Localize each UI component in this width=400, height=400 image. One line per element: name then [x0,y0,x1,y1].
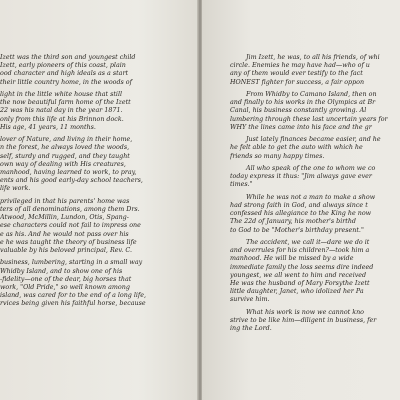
text-line: their little country home, in the woods of [0,78,132,86]
text-line: Izett was the third son and youngest child [0,54,136,61]
text-line: ese characters could not fail to impress one [0,222,141,230]
text-line: ood character and high ideals as a start [0,70,129,78]
text-line: times." [230,181,253,189]
text-line: The accident, we call it—dare we do it [246,239,370,246]
text-line: business, lumbering, starting in a small way [0,259,143,267]
text-line: youngest, we all went to him and received [230,271,367,279]
right-page-paragraph [230,309,396,334]
text-line: Canal, his business constantly growing. Al [230,107,367,115]
text-line: All who speak of the one to whom we co [246,165,376,172]
text-line: immediate family the loss seems dire indeed [230,263,374,271]
text-line: any of them would ever testify to the fact [230,70,363,78]
text-line: today express it thus: "Jim always gave ever [230,173,372,181]
text-line: Atwood, McMillin, Lundon, Otis, Spang- [0,214,129,222]
text-line: n the forest, he always loved the woods, [0,144,130,152]
right-page-paragraph [230,165,396,190]
text-line: self, sturdy and rugged, and they taught [0,152,130,160]
text-line: confessed his allegiance to the King he now [230,210,372,218]
left-page-paragraph [0,136,186,193]
text-line: little daughter, Janet, who idolized her Pa [230,288,364,296]
text-line: ters of all denominations, among them Drs. [0,206,140,214]
text-line: he felt able to get the auto with which he [230,144,363,152]
text-line: survive him. [230,296,270,304]
text-line: privileged in that his parents' home was [0,197,130,205]
text-line: Izett, early pioneers of this coast, plain [0,62,126,70]
text-line: What his work is now we cannot kno [246,308,364,316]
text-line: 22 was his natal day in the year 1871. [0,107,123,115]
text-line: e he was taught the theory of business life [0,238,137,246]
text-line: the now beautiful farm home of the Izett [0,99,131,107]
text-line: Jim Izett, he was, to all his friends, of whi [246,54,380,61]
left-page-paragraph [0,54,186,87]
right-page [202,0,400,400]
text-line: rvices being given his faithful horse, because [0,300,146,308]
text-line: manhood, having learned to work, to pray, [0,169,137,177]
right-page-paragraph [230,54,396,87]
left-page-text [0,54,186,313]
text-line: The 22d of January, his mother's birthd [230,218,356,226]
right-page-paragraph [230,136,396,161]
text-line: He was the husband of Mary Forsythe Izett [230,280,370,288]
text-line: WHY the lines came into his face and the gr [230,123,372,131]
text-line: strive to be like him—diligent in business, fer [230,317,377,325]
right-page-paragraph [230,239,396,305]
text-line: to God to be "Mother's birthday present." [230,226,364,234]
text-line: only from this life at his Brinnon dock. [0,115,124,123]
text-line: island, was cared for to the end of a long life, [0,292,147,300]
text-line: lover of Nature, and living in their home, [0,136,133,144]
left-page-paragraph [0,198,186,255]
text-line: manhood. He will be missed by a wide [230,255,354,263]
text-line: HONEST fighter for success, a fair oppon [230,78,365,86]
text-line: lumbering through these last uncertain years for [230,115,388,123]
text-line: friends so many happy times. [230,152,325,160]
text-line: ents and his good early-day school teachers, [0,177,143,185]
text-line: and finally to his works in the Olympics at Br [230,99,376,107]
text-line: work, "Old Pride," so well known among [0,284,130,292]
left-page [0,0,198,400]
text-line: life work. [0,185,31,193]
text-line: had strong faith in God, and always since t [230,202,368,209]
right-page-paragraph [230,91,396,132]
text-line: light in the little white house that still [0,91,123,98]
text-line: valuable by his beloved principal, Rev. C. [0,247,132,255]
text-line: Just lately finances became easier, and he [246,136,381,144]
text-line: own way of dealing with His creatures, [0,160,126,168]
text-line: Whidby Island, and to show one of his [0,267,123,275]
text-line: His age, 41 years, 11 months. [0,123,96,131]
right-page-paragraph [230,194,396,235]
text-line: While he was not a man to make a show [246,193,376,201]
text-line: ing the Lord. [230,325,272,333]
text-line: and overrules for his children?—took him a [230,247,370,255]
left-page-paragraph [0,91,186,132]
text-line: From Whidby to Camano Island, then on [246,91,377,98]
text-line: circle. Enemies he may have had—who of u [230,62,370,70]
text-line: -fidelity—one of the dear, big horses that [0,275,132,283]
text-line: e as his. And he would not pass over his [0,230,129,238]
left-page-paragraph [0,259,186,308]
right-page-text [230,54,396,338]
